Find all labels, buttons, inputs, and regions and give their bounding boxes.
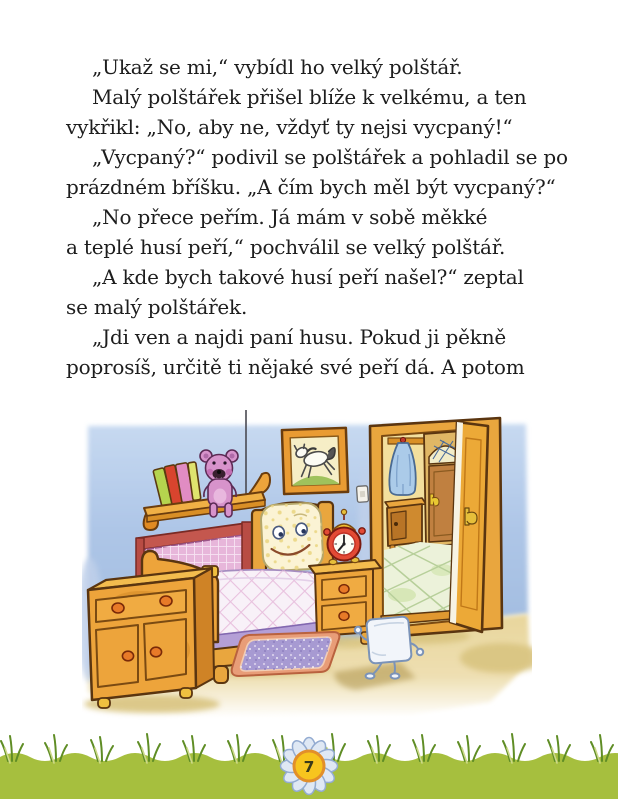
light-switch (356, 486, 368, 503)
story-line: „No přece peřím. Já mám v sobě měkké (92, 205, 488, 229)
open-door-panel (450, 422, 488, 632)
grass-footer (0, 719, 618, 799)
story-line: Malý polštářek přišel blíže k velkému, a ten (92, 85, 527, 109)
bed-leg (214, 666, 228, 683)
pillow-character-foot (366, 673, 375, 678)
pillow-character-foot (391, 673, 400, 678)
dresser-side (194, 568, 214, 688)
story-line: „A kde bych takové husí peří našel?“ zeptal (92, 265, 524, 289)
horse-picture (282, 428, 348, 494)
dresser (88, 568, 214, 708)
bedroom-illustration (82, 410, 532, 725)
story-line: prázdném bříšku. „A čím bych měl být vycpaný?“ (66, 175, 556, 199)
page-number: 7 (303, 758, 315, 776)
rug (232, 632, 340, 676)
story-line: poprosíš, určitě ti nějaké své peří dá. A potom (66, 355, 525, 379)
story-text (66, 52, 566, 382)
story-line: „Ukaž se mi,“ vybídl ho velký polštář. (92, 55, 463, 79)
story-line: vykřikl: „No, aby ne, vždyť ty nejsi vycpaný!“ (66, 115, 513, 139)
story-line: „Jdi ven a najdi paní husu. Pokud ji pěkně (92, 325, 507, 349)
pillow-character-hand (355, 627, 361, 633)
pillow-character-hand (417, 649, 423, 655)
story-line: „Vycpaný?“ podivil se polštářek a pohladil se po (92, 145, 568, 169)
story-line: a teplé husí peří,“ pochválil se velký polštář. (66, 235, 506, 259)
pillow-character-leg (394, 661, 395, 674)
story-line: se malý polštářek. (66, 295, 248, 319)
dresser-foot (98, 698, 110, 708)
door (370, 418, 502, 638)
face-pillow (260, 502, 323, 571)
dresser-foot (180, 688, 192, 698)
